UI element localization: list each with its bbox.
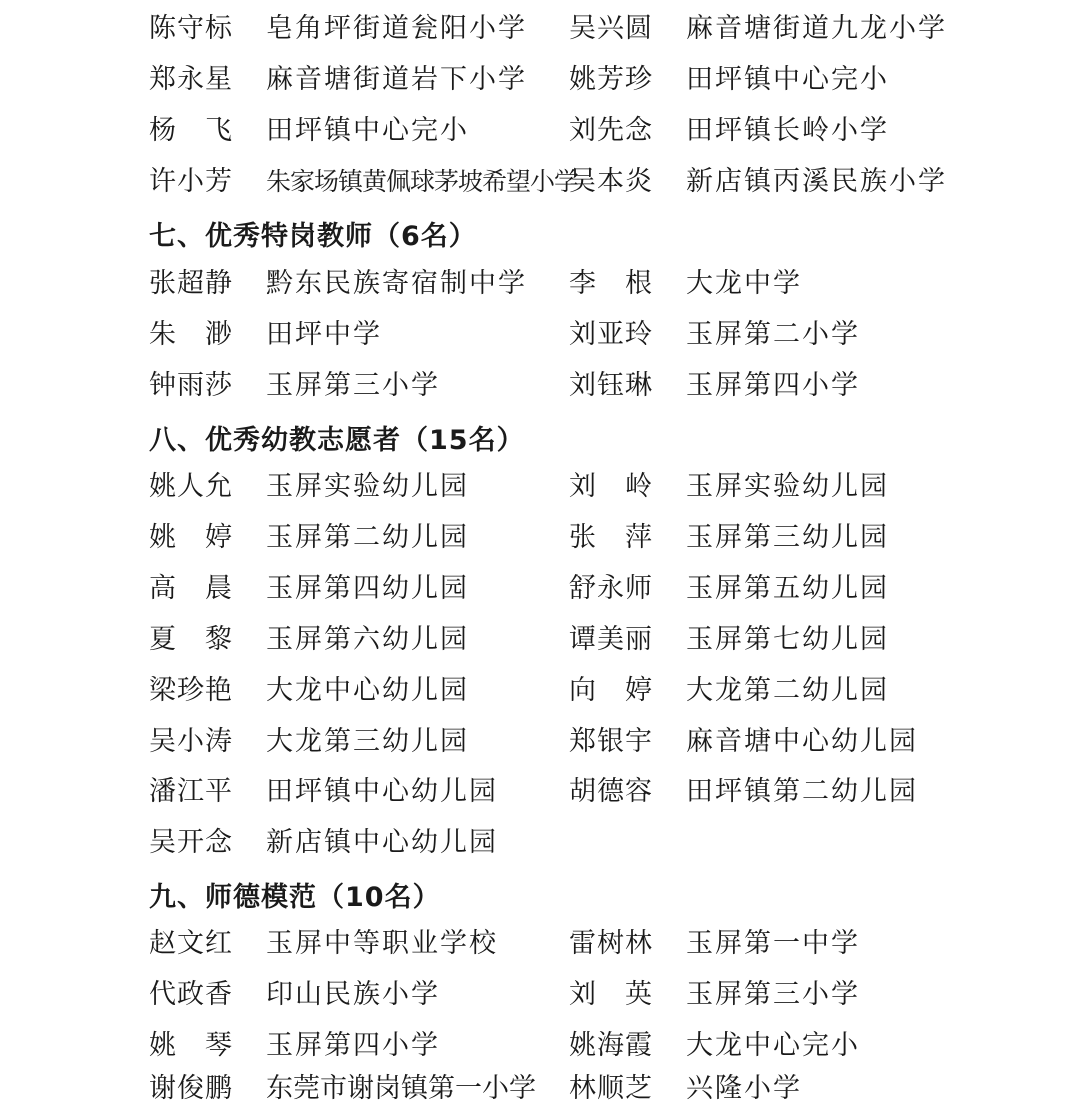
- awardee-name: 刘亚玲: [569, 319, 653, 350]
- list-row: [0, 822, 1080, 864]
- awardee-name: 吴本炎: [569, 166, 653, 197]
- awardee-name: 向 婷: [569, 675, 653, 706]
- awardee-school: 玉屏实验幼儿园: [686, 471, 889, 502]
- awardee-school: 玉屏第五幼儿园: [686, 573, 889, 604]
- awardee-name: 姚 琴: [149, 1030, 233, 1061]
- awardee-name: 姚芳珍: [569, 64, 653, 95]
- list-row: [0, 365, 1080, 407]
- awardee-name: 梁珍艳: [149, 675, 233, 706]
- list-row: [0, 517, 1080, 559]
- awardee-name: 谭美丽: [569, 624, 653, 655]
- awardee-name: 代政香: [149, 979, 233, 1010]
- awardee-name: 刘 英: [569, 979, 653, 1010]
- section-heading: 九、师德模范（10名）: [149, 882, 441, 913]
- awardee-school: 玉屏实验幼儿园: [266, 471, 469, 502]
- awardee-school: 大龙第二幼儿园: [686, 675, 889, 706]
- awardee-name: 姚海霞: [569, 1030, 653, 1061]
- list-row: [0, 923, 1080, 965]
- list-row: [0, 314, 1080, 356]
- list-row: [0, 263, 1080, 305]
- awardee-school: 朱家场镇黄佩球茅坡希望小学: [266, 167, 579, 196]
- awardee-name: 李 根: [569, 268, 653, 299]
- awardee-name: 吴开念: [149, 827, 233, 858]
- awardee-name: 许小芳: [149, 166, 233, 197]
- awardee-name: 高 晨: [149, 573, 233, 604]
- awardee-name: 张 萍: [569, 522, 653, 553]
- awardee-school: 玉屏第四小学: [266, 1030, 440, 1061]
- awardee-school: 大龙中心幼儿园: [266, 675, 469, 706]
- awardee-name: 吴兴圆: [569, 13, 653, 44]
- list-row: [0, 1068, 1080, 1110]
- awardee-school: 麻音塘街道九龙小学: [686, 13, 947, 44]
- list-row: [0, 1025, 1080, 1067]
- awardee-name: 郑银宇: [569, 726, 653, 757]
- awardee-school: 大龙中心完小: [686, 1030, 860, 1061]
- awardee-name: 刘钰琳: [569, 370, 653, 401]
- awardee-school: 田坪中学: [266, 319, 382, 350]
- awardee-school: 玉屏第一中学: [686, 928, 860, 959]
- list-row: [0, 568, 1080, 610]
- awardee-name: 刘 岭: [569, 471, 653, 502]
- awardee-school: 兴隆小学: [686, 1073, 802, 1104]
- awardee-school: 麻音塘中心幼儿园: [686, 726, 918, 757]
- awardee-school: 玉屏第三小学: [686, 979, 860, 1010]
- awardee-name: 郑永星: [149, 64, 233, 95]
- awardee-school: 新店镇丙溪民族小学: [686, 166, 947, 197]
- awardee-school: 大龙中学: [686, 268, 802, 299]
- awardee-name: 朱 渺: [149, 319, 233, 350]
- awardee-school: 玉屏第二小学: [686, 319, 860, 350]
- awardee-school: 玉屏第三幼儿园: [686, 522, 889, 553]
- list-row: [0, 974, 1080, 1016]
- awardee-school: 田坪镇中心完小: [686, 64, 889, 95]
- list-row: [0, 721, 1080, 763]
- list-row: [0, 466, 1080, 508]
- list-row: [0, 771, 1080, 813]
- awardee-name: 钟雨莎: [149, 370, 233, 401]
- awardee-name: 陈守标: [149, 13, 233, 44]
- awardee-school: 田坪镇中心幼儿园: [266, 776, 498, 807]
- awardee-name: 刘先念: [569, 115, 653, 146]
- awardee-name: 姚 婷: [149, 522, 233, 553]
- awardee-name: 雷树林: [569, 928, 653, 959]
- awardee-school: 玉屏第二幼儿园: [266, 522, 469, 553]
- awardee-school: 玉屏第四幼儿园: [266, 573, 469, 604]
- list-row: [0, 59, 1080, 101]
- awardee-school: 印山民族小学: [266, 979, 440, 1010]
- awardee-name: 夏 黎: [149, 624, 233, 655]
- awardee-name: 舒永师: [569, 573, 653, 604]
- list-row: [0, 161, 1080, 203]
- awardee-school: 黔东民族寄宿制中学: [266, 268, 527, 299]
- awardee-school: 皂角坪街道瓮阳小学: [266, 13, 527, 44]
- list-row: [0, 110, 1080, 152]
- section-heading: 八、优秀幼教志愿者（15名）: [149, 425, 525, 456]
- awardee-school: 玉屏第三小学: [266, 370, 440, 401]
- list-row: [0, 8, 1080, 50]
- awardee-school: 田坪镇长岭小学: [686, 115, 889, 146]
- awardee-school: 东莞市谢岗镇第一小学: [266, 1073, 536, 1104]
- awardee-school: 田坪镇第二幼儿园: [686, 776, 918, 807]
- awardee-school: 大龙第三幼儿园: [266, 726, 469, 757]
- awardee-name: 姚人允: [149, 471, 233, 502]
- awardee-name: 赵文红: [149, 928, 233, 959]
- awardee-school: 新店镇中心幼儿园: [266, 827, 498, 858]
- awardee-name: 谢俊鹏: [149, 1073, 233, 1104]
- awardee-name: 林顺芝: [569, 1073, 653, 1104]
- section-heading: 七、优秀特岗教师（6名）: [149, 221, 477, 252]
- awardee-name: 张超静: [149, 268, 233, 299]
- awardee-name: 潘江平: [149, 776, 233, 807]
- list-row: [0, 670, 1080, 712]
- awardee-school: 玉屏中等职业学校: [266, 928, 498, 959]
- awardee-school: 麻音塘街道岩下小学: [266, 64, 527, 95]
- awardee-name: 胡德容: [569, 776, 653, 807]
- awardee-school: 玉屏第七幼儿园: [686, 624, 889, 655]
- awardee-school: 田坪镇中心完小: [266, 115, 469, 146]
- list-row: [0, 619, 1080, 661]
- awardee-school: 玉屏第四小学: [686, 370, 860, 401]
- awardee-name: 吴小涛: [149, 726, 233, 757]
- awardee-school: 玉屏第六幼儿园: [266, 624, 469, 655]
- awardee-name: 杨 飞: [149, 115, 233, 146]
